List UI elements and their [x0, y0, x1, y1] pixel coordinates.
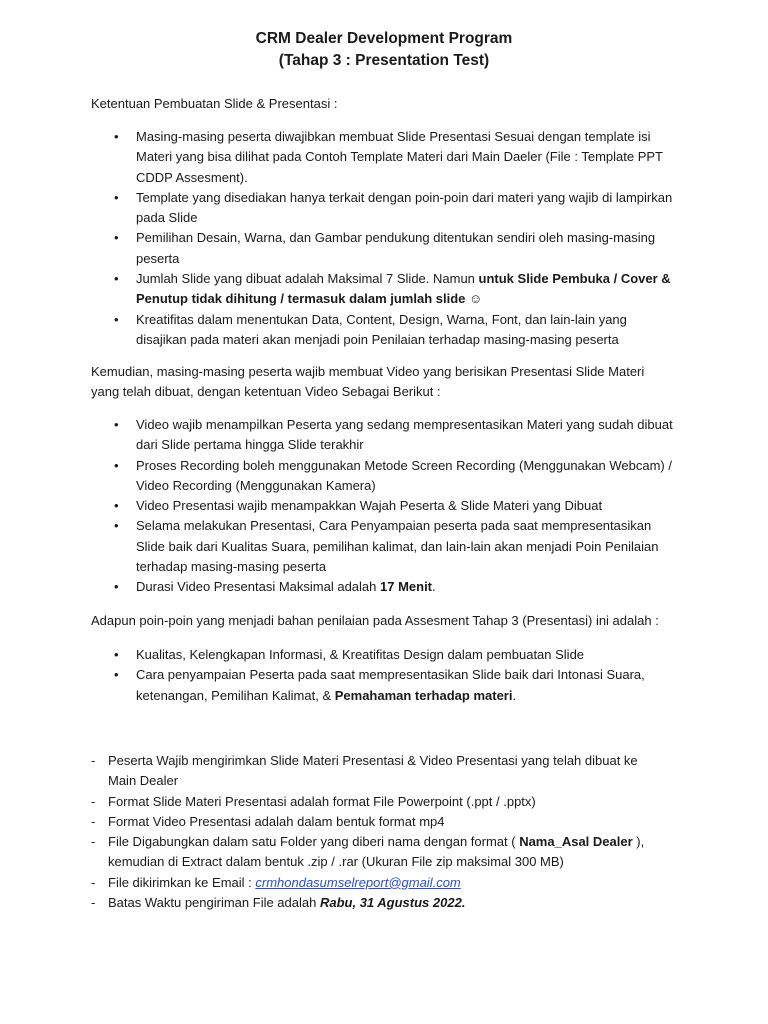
- dash-marker: -: [91, 895, 96, 911]
- list-item-text: Kreatifitas dalam menentukan Data, Content, Design, Warna, Font, dan lain-lain yang disajikan pada materi akan menjadi poin Penilaian terhadap masing-masing peserta: [136, 311, 627, 347]
- email-link[interactable]: crmhondasumselreport@gmail.com: [255, 874, 461, 890]
- dash-marker: -: [91, 813, 96, 829]
- list-item-text: Video Presentasi wajib menampakkan Wajah Peserta & Slide Materi yang Dibuat: [136, 498, 603, 514]
- list-item: [0, 751, 668, 792]
- list-item-text: Durasi Video Presentasi Maksimal adalah: [136, 579, 380, 595]
- list-item-text: Selama melakukan Presentasi, Cara Penyampaian peserta pada saat mempresentasikan Slide baik dari Kualitas Suara, pemilihan kalimat, dan lain-lain akan menjadi Poin Penilaian terhadap masing-masing peserta: [136, 518, 659, 575]
- list-item-suffix: .: [512, 687, 517, 703]
- list-item-text: Peserta Wajib mengirimkan Slide Materi Presentasi & Video Presentasi yang telah dibuat ke Main Dealer: [108, 753, 638, 789]
- list-item: [0, 645, 676, 665]
- dash-marker: -: [91, 793, 96, 809]
- document-subtitle: (Tahap 3 : Presentation Test): [278, 52, 490, 69]
- bullet-marker: •: [114, 498, 119, 514]
- list-item: [0, 832, 668, 873]
- list-item-text: Cara penyampaian Peserta pada saat mempresentasikan Slide baik dari Intonasi Suara, ketenangan, Pemilihan Kalimat, &: [136, 667, 645, 703]
- list-item-text: Kualitas, Kelengkapan Informasi, & Kreatifitas Design dalam pembuatan Slide: [136, 647, 585, 662]
- section1-list: [0, 127, 768, 350]
- list-item-text: Masing-masing peserta diwajibkan membuat Slide Presentasi Sesuai dengan template isi Materi yang bisa dilihat pada Contoh Template Materi dari Main Daeler (File : Template PPT CDDP Assesment).: [136, 129, 663, 185]
- section2-list: [0, 415, 768, 598]
- section1-heading: Ketentuan Pembuatan Slide & Presentasi :: [91, 96, 338, 111]
- list-item: [0, 415, 676, 456]
- list-item: [0, 792, 668, 812]
- section3-heading: Adapun poin-poin yang menjadi bahan penilaian pada Assesment Tahap 3 (Presentasi) ini adalah :: [91, 613, 659, 628]
- list-item: [0, 516, 676, 577]
- list-item-text: Pemilihan Desain, Warna, dan Gambar pendukung ditentukan sendiri oleh masing-masing peserta: [136, 230, 656, 266]
- list-item-bold-text: Nama_Asal Dealer: [519, 834, 633, 850]
- list-item-text: Video wajib menampilkan Peserta yang sedang mempresentasikan Materi yang sudah dibuat dari Slide pertama hingga Slide terakhir: [136, 417, 673, 453]
- document-title: CRM Dealer Development Program: [255, 30, 513, 47]
- bullet-marker: •: [114, 579, 119, 595]
- list-item-bold-text: untuk Slide Pembuka / Cover & Penutup tidak dihitung / termasuk dalam jumlah slide ☺: [136, 271, 671, 307]
- bullet-marker: •: [114, 311, 119, 327]
- list-item: [0, 496, 676, 516]
- list-item: [0, 665, 676, 706]
- submission-list: [0, 751, 768, 913]
- dash-marker: -: [91, 874, 96, 890]
- deadline-text: Rabu, 31 Agustus 2022.: [319, 895, 466, 911]
- dash-marker: -: [91, 753, 96, 768]
- bullet-marker: •: [114, 647, 119, 662]
- list-item-text: File Digabungkan dalam satu Folder yang diberi nama dengan format (: [108, 834, 520, 850]
- list-item: [0, 188, 676, 229]
- list-item-text: Format Video Presentasi adalah dalam bentuk format mp4: [108, 813, 445, 829]
- dash-marker: -: [91, 834, 96, 850]
- list-item-text: Template yang disediakan hanya terkait dengan poin-poin dari materi yang wajib di lampirkan pada Slide: [136, 189, 673, 226]
- list-item-text: Proses Recording boleh menggunakan Metode Screen Recording (Menggunakan Webcam) / Video Recording (Menggunakan Kamera): [136, 457, 672, 493]
- bullet-marker: •: [114, 417, 119, 432]
- list-item: [0, 577, 676, 597]
- list-item-text: Jumlah Slide yang dibuat adalah Maksimal 7 Slide. Namun: [136, 271, 479, 287]
- bullet-marker: •: [114, 667, 119, 683]
- list-item: [0, 310, 676, 351]
- list-item-bold-text: Pemahaman terhadap materi: [334, 687, 513, 703]
- bullet-marker: •: [114, 271, 119, 287]
- list-item-bold-text: 17 Menit: [380, 579, 433, 595]
- list-item: [0, 456, 676, 497]
- list-item: [0, 127, 676, 188]
- section3-list: [0, 645, 768, 706]
- bullet-marker: •: [114, 230, 119, 246]
- bullet-marker: •: [114, 518, 119, 534]
- section2-heading: Kemudian, masing-masing peserta wajib membuat Video yang berisikan Presentasi Slide Materi yang telah dibuat, dengan ketentuan Video Sebagai Berikut :: [91, 364, 645, 400]
- list-item-suffix: ), kemudian di Extract dalam bentuk .zip / .rar (Ukuran File zip maksimal 300 MB): [108, 834, 645, 870]
- list-item: [0, 269, 676, 310]
- list-item: [0, 873, 668, 893]
- bullet-marker: •: [114, 129, 119, 144]
- list-item-text: Format Slide Materi Presentasi adalah format File Powerpoint (.ppt / .pptx): [108, 793, 536, 809]
- list-item-text: Batas Waktu pengiriman File adalah: [108, 895, 320, 911]
- list-item: [0, 893, 668, 913]
- list-item-suffix: .: [432, 579, 436, 595]
- list-item: [0, 228, 676, 269]
- list-item: [0, 812, 668, 832]
- bullet-marker: •: [114, 189, 119, 205]
- list-item-text: File dikirimkan ke Email :: [108, 874, 256, 890]
- bullet-marker: •: [114, 457, 119, 473]
